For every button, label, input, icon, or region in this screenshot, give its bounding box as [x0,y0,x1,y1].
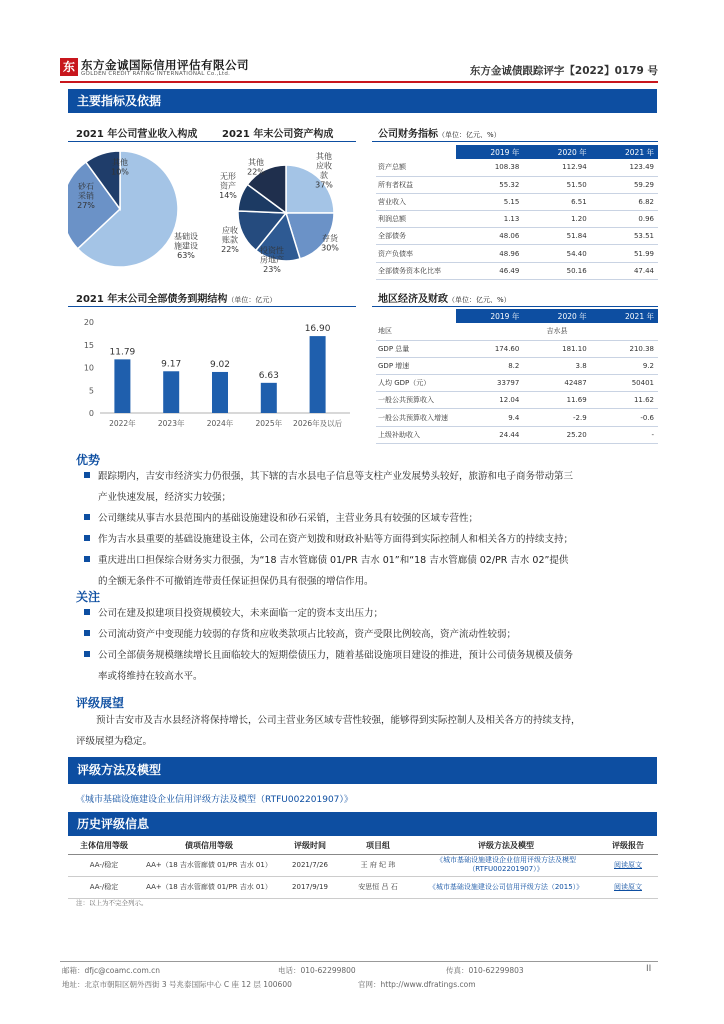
fin-row-label: 营业收入 [376,193,456,210]
pie-label [77,181,95,210]
rating-history-table [68,837,658,899]
region-row [376,426,658,443]
fin-cell: 48.06 [456,228,523,245]
region-cell: -2.9 [523,409,590,426]
pie-label-line: 款 [320,171,328,180]
bar [310,336,326,413]
hist-team: 安思恒 吕 石 [342,876,414,898]
advantages-line [84,508,664,529]
hist-col-report: 评级报告 [598,837,658,854]
advantages-item [84,508,664,529]
bar-value-label: 6.63 [258,370,279,381]
pie-label-line: 30% [321,243,339,253]
region-table-title [378,290,511,305]
header-divider [60,81,658,83]
bar-value-label: 11.79 [109,347,136,358]
region-row-label: 一般公共预算收入 [376,392,456,409]
hist-issuer: AA-/稳定 [68,854,140,876]
pie-label-line: 其他 [316,152,332,161]
fin-header-2019: 2019 年 [456,145,523,159]
pie-label-line: 无形 [220,172,236,181]
pie-label-line: 14% [219,191,237,200]
pie-label-line: 账款 [222,235,238,245]
asset-pie [219,151,339,274]
advantages-line [84,466,664,487]
advantages-line-cont: 产业快速发展，经济实力较强； [98,492,232,503]
bar [163,371,179,413]
fin-header-2020: 2020 年 [523,145,590,159]
history-note: 注：以上为不完全列示。 [76,899,148,907]
pie-label-line: 应收 [222,226,238,235]
history-row [68,854,658,876]
concerns-item [84,624,664,645]
x-tick-label: 2022年 [109,419,136,428]
fin-cell: 51.84 [523,228,590,245]
region-row [376,375,658,392]
hist-col-team: 项目组 [342,837,414,854]
history-header-row [68,837,658,854]
fin-row-label: 利润总额 [376,211,456,228]
pie-label [247,157,265,177]
pie-label-line: 22% [221,245,239,254]
history-row [68,876,658,898]
fin-cell: 51.50 [523,176,590,193]
fin-row [376,245,658,262]
fin-cell: 51.99 [591,245,658,262]
fin-cell: 0.96 [591,211,658,228]
revenue-chart-title: 2021 年公司营业收入构成 [76,129,198,140]
fin-row-label: 全部债务 [376,228,456,245]
region-cell: - [591,426,658,443]
fin-cell: 1.20 [523,211,590,228]
region-row-label: GDP 增速 [376,357,456,374]
advantages-text: 公司继续从事吉水县范围内的基础设施建设和砂石采销，主营业务具有较强的区域专营性； [98,513,479,524]
region-cell: 9.2 [591,357,658,374]
debt-maturity-bar-chart [68,310,358,436]
region-header-2019: 2019 年 [456,309,523,323]
pie-label [260,245,284,274]
fin-row-label: 所有者权益 [376,176,456,193]
bar-value-label: 9.02 [209,359,231,370]
company-name: 东方金诚国际信用评估有限公司 [81,58,249,72]
region-row [376,340,658,357]
concerns-text: 公司在建及拟建项目投资规模较大，未来面临一定的资本支出压力； [98,608,384,619]
fin-cell: 55.32 [456,176,523,193]
read-report-link[interactable]: 阅读原文 [598,876,658,898]
pie-label-line: 应收 [316,161,332,171]
outlook-text [76,710,664,752]
pie-label [321,233,339,253]
read-report-link[interactable]: 阅读原文 [598,854,658,876]
pie-label-line: 砂石 [78,182,94,191]
region-row [376,357,658,374]
hist-method-link[interactable] [414,876,598,898]
region-header-2021: 2021 年 [591,309,658,323]
document-number: 东方金诚债跟踪评字【2022】0179 号 [469,65,658,77]
region-cell: -0.6 [591,409,658,426]
concerns-list [84,603,664,687]
hist-col-issue: 债项信用等级 [140,837,278,854]
advantages-text: 重庆进出口担保综合财务实力很强，为“18 吉水管廊债 01/PR 吉水 01”和“18 吉水管廊债 02/PR 吉水 02”提供 [98,555,569,566]
pie-label-line: 投资性 [260,246,284,255]
region-row-label: 一般公共预算收入增速 [376,409,456,426]
fin-row-label: 全部债务资本化比率 [376,262,456,279]
region-unit-text: （单位：亿元、%） [448,296,511,304]
y-tick-label: 5 [88,386,94,396]
fin-cell: 112.94 [523,159,590,176]
advantages-line-cont: 的全额无条件不可撤销连带责任保证担保仍具有很强的增信作用。 [98,576,374,587]
advantages-text: 作为吉水县重要的基础设施建设主体，公司在资产划拨和财政补贴等方面得到实际控制人和相关各方的持续支持； [98,534,574,545]
fin-cell: 54.40 [523,245,590,262]
footer-divider [60,961,658,962]
bar-value-label: 9.17 [161,359,182,370]
bullet-square-icon [84,630,90,636]
fin-cell: 46.49 [456,262,523,279]
section-bar-rating-history: 历史评级信息 [68,812,657,836]
fin-row [376,228,658,245]
region-cell: 3.8 [523,357,590,374]
fin-row [376,262,658,279]
concerns-text: 公司流动资产中变现能力较弱的存货和应收类款项占比较高，资产受限比例较高，资产流动性较弱； [98,629,517,640]
bar [212,372,228,413]
y-tick-label: 20 [83,318,94,327]
pie-label-line: 23% [263,265,281,274]
bullet-square-icon [84,609,90,615]
pie-label-line: 其他 [112,158,128,167]
fin-table-title [378,125,501,140]
fin-row [376,211,658,228]
pie-charts [68,145,358,285]
fin-cell: 53.51 [591,228,658,245]
region-cell: 11.62 [591,392,658,409]
fin-header-empty [376,145,456,159]
advantages-list [84,466,664,592]
region-cell: 8.2 [456,357,523,374]
pie-label-line: 存货 [322,234,338,243]
x-tick-label: 2026年及以后 [293,419,343,428]
footer-fax: 传真：010-62299803 [446,966,524,975]
footer-website[interactable]: 官网：http://www.dfratings.com [358,980,476,989]
panel-divider [372,141,658,142]
fin-cell: 1.13 [456,211,523,228]
region-cell: 33797 [456,375,523,392]
region-cell: 181.10 [523,340,590,357]
y-tick-label: 15 [83,340,94,350]
pie-label [221,225,239,254]
fin-row [376,193,658,210]
bar [261,383,277,413]
region-cell: 25.20 [523,426,590,443]
x-tick-label: 2023年 [157,419,185,428]
footer-address: 地址：北京市朝阳区朝外西街 3 号兆泰国际中心 C 座 12 层 100600 [62,980,292,989]
section-bar-main-indicators: 主要指标及依据 [68,89,657,113]
region-row [376,409,658,426]
fin-cell: 6.82 [591,193,658,210]
region-cell: 50401 [591,375,658,392]
region-cell: 11.69 [523,392,590,409]
fin-unit-text: （单位：亿元、%） [438,131,501,139]
region-row-label: 人均 GDP（元） [376,375,456,392]
concerns-line [84,645,664,666]
hist-issue: AA+（18 吉水管廊债 01/PR 吉水 01） [140,854,278,876]
outlook-title: 评级展望 [76,696,125,710]
panel-divider [372,306,658,307]
footer-email: 邮箱：dfjc@coamc.com.cn [62,966,161,975]
fin-cell: 5.15 [456,193,523,210]
concerns-item [84,645,664,687]
advantages-line [84,529,664,550]
revenue-pie [68,151,198,267]
region-name: 吉水县 [456,323,658,340]
bullet-square-icon [84,472,90,478]
concerns-line [84,603,664,624]
pie-label-line: 其他 [248,158,264,167]
concerns-line [84,624,664,645]
panel-divider [68,141,356,142]
fin-row-label: 资产负债率 [376,245,456,262]
fin-cell: 59.29 [591,176,658,193]
regional-economy-table [376,309,658,444]
concerns-text: 公司全部债务规模继续增长且面临较大的短期偿债压力，随着基础设施项目建设的推进，预计公司债务规模及债务 [98,650,574,661]
hist-team: 王 府 纪 玮 [342,854,414,876]
region-header-empty [376,309,456,323]
region-row [376,392,658,409]
region-header-2020: 2020 年 [523,309,590,323]
pie-label-line: 采销 [78,191,94,201]
region-title-text: 地区经济及财政 [378,294,448,305]
pie-label-line: 基础设 [174,232,198,241]
advantages-title: 优势 [76,453,101,467]
footer-phone: 电话：010-62299800 [278,966,356,975]
region-row-label: 上级补助收入 [376,426,456,443]
debt-unit-text: （单位：亿元） [227,296,277,304]
bullet-square-icon [84,651,90,657]
pie-label-line: 施建设 [174,241,198,251]
region-cell: 9.4 [456,409,523,426]
bullet-square-icon [84,556,90,562]
region-cell: 24.44 [456,426,523,443]
region-name-row [376,323,658,340]
region-row-label: GDP 总量 [376,340,456,357]
bullet-square-icon [84,514,90,520]
bar [114,359,130,413]
hist-issuer: AA-/稳定 [68,876,140,898]
debt-title-text: 2021 年末公司全部债务到期结构 [76,294,228,305]
company-name-en: GOLDEN CREDIT RATING INTERNATIONAL Co.,Ltd. [81,71,231,77]
pie-label-line: 22% [247,167,265,177]
hist-col-method: 评级方法及模型 [414,837,598,854]
fin-cell: 50.16 [523,262,590,279]
pie-label [174,231,198,260]
fin-header-2021: 2021 年 [591,145,658,159]
pie-label-line: 63% [177,251,195,260]
debt-chart-title [76,290,276,305]
asset-chart-title: 2021 年末公司资产构成 [222,129,334,140]
outlook-line-1: 预计吉安市及吉水县经济将保持增长，公司主营业务区域专营性较强，能够得到实际控制人及相关各方的持续支持， [96,715,581,726]
concerns-line-cont: 率或将维持在较高水平。 [98,671,203,682]
region-cell: 42487 [523,375,590,392]
fin-cell: 123.49 [591,159,658,176]
financial-indicators-table [376,145,658,280]
fin-cell: 47.44 [591,262,658,279]
hist-issue: AA+（18 吉水管廊债 01/PR 吉水 01） [140,876,278,898]
hist-method-line2: （RTFU002201907）》 [468,865,544,873]
pie-label-line: 10% [111,167,129,177]
pie-label [111,157,129,177]
company-logo: 东 [60,58,78,76]
advantages-text: 跟踪期内，吉安市经济实力仍很强，其下辖的吉水县电子信息等支柱产业发展势头较好，旅游和电子商务带动第三 [98,471,574,482]
fin-row [376,159,658,176]
hist-method-line1: 《城市基础设施建设公司信用评级方法（2015）》 [428,882,584,891]
pie-label-line: 27% [77,201,95,210]
hist-col-date: 评级时间 [278,837,342,854]
bullet-square-icon [84,535,90,541]
pie-label-line: 房地产 [260,255,284,265]
method-link[interactable]: 《城市基础设施建设企业信用评级方法及模型（RTFU002201907）》 [76,795,353,805]
section-bar-rating-method: 评级方法及模型 [68,757,657,784]
fin-row-label: 资产总额 [376,159,456,176]
hist-date: 2021/7/26 [278,854,342,876]
fin-row [376,176,658,193]
panel-divider [68,306,356,307]
concerns-item [84,603,664,624]
region-cell: 174.60 [456,340,523,357]
region-label: 地区 [376,323,456,340]
y-tick-label: 10 [83,363,94,373]
fin-cell: 48.96 [456,245,523,262]
pie-label [219,172,237,200]
advantages-line [84,550,664,571]
page-number: II [646,964,652,974]
hist-method-line1: 《城市基础设施建设企业信用评级方法及模型 [436,856,576,864]
advantages-item [84,550,664,592]
fin-cell: 6.51 [523,193,590,210]
y-tick-label: 0 [88,409,94,418]
advantages-item [84,529,664,550]
fin-cell: 108.38 [456,159,523,176]
hist-date: 2017/9/19 [278,876,342,898]
bar-value-label: 16.90 [304,324,331,335]
pie-label-line: 资产 [220,181,236,191]
pie-label [315,151,333,190]
x-tick-label: 2025年 [255,419,283,428]
pie-label-line: 37% [315,180,333,190]
advantages-item [84,466,664,508]
region-cell: 12.04 [456,392,523,409]
x-tick-label: 2024年 [206,419,234,428]
concerns-title: 关注 [76,590,101,604]
hist-col-issuer: 主体信用等级 [68,837,140,854]
region-cell: 210.38 [591,340,658,357]
fin-title-text: 公司财务指标 [378,129,438,140]
hist-method-link[interactable] [414,854,598,876]
outlook-line-2: 评级展望为稳定。 [76,736,153,747]
fin-header-row [376,145,658,159]
region-header-row [376,309,658,323]
